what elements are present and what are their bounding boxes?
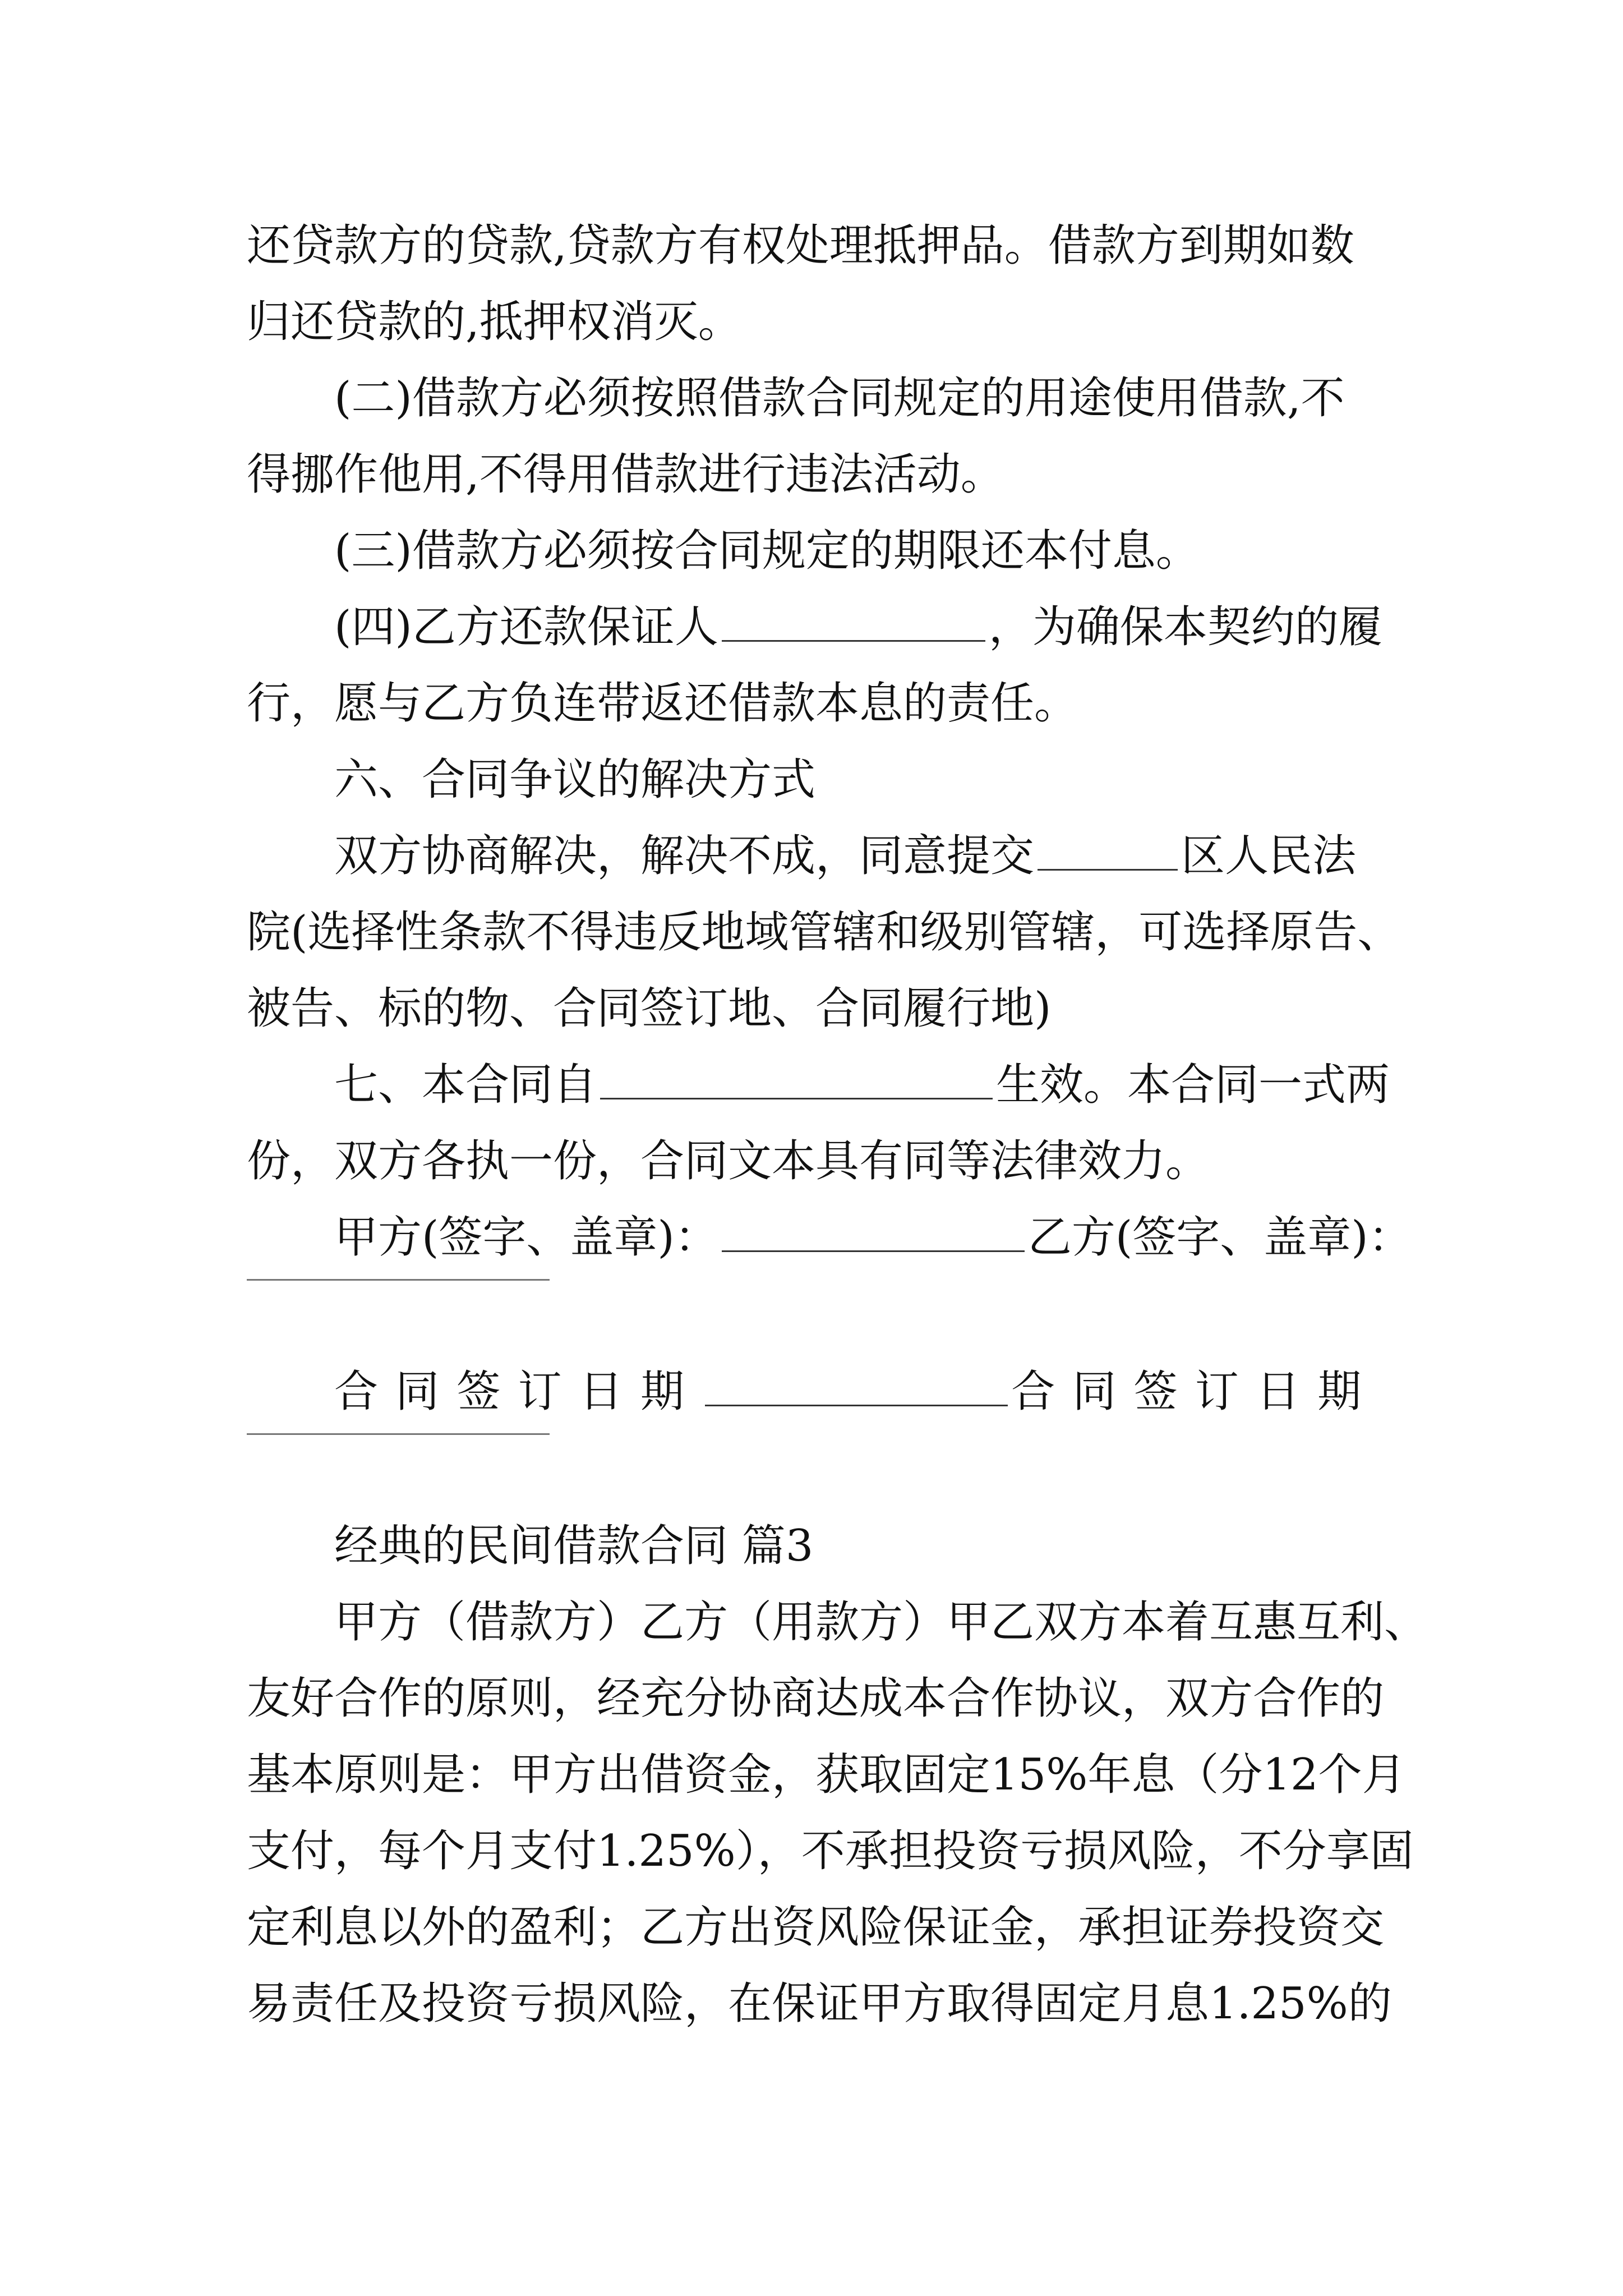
party-b-date-label: 合同签订日期 bbox=[1011, 1366, 1379, 1417]
section-title: 经典的民间借款合同 篇3 bbox=[334, 1521, 814, 1571]
paragraph-line: 定利息以外的盈利；乙方出资风险保证金，承担证券投资交 bbox=[247, 1902, 1385, 1953]
party-a-signature-blank bbox=[722, 1211, 1025, 1252]
party-a-date-label: 合同签订日期 bbox=[334, 1366, 702, 1417]
text-segment: 双方协商解决，解决不成，同意提交 bbox=[334, 831, 1035, 881]
paragraph-line: 支付，每个月支付1.25%），不承担投资亏损风险，不分享固 bbox=[247, 1826, 1414, 1876]
guarantor-blank bbox=[722, 601, 985, 642]
paragraph-line: 甲方（借款方）乙方（用款方）甲乙双方本着互惠互利、 bbox=[334, 1597, 1428, 1648]
paragraph-line: 得挪作他用,不得用借款进行违法活动。 bbox=[247, 449, 1004, 500]
section-heading: 六、合同争议的解决方式 bbox=[334, 754, 816, 805]
text-segment: (四)乙方还款保证人 bbox=[334, 602, 718, 652]
paragraph-line: (三)借款方必须按合同规定的期限还本付息。 bbox=[334, 526, 1200, 576]
paragraph-line: 归还贷款的,抵押权消灭。 bbox=[247, 297, 742, 347]
party-a-signature-label: 甲方(签字、盖章)： bbox=[334, 1212, 718, 1263]
paragraph-line bbox=[247, 589, 1424, 665]
text-segment: ，为确保本契约的履 bbox=[988, 602, 1382, 652]
paragraph-line: 还贷款方的贷款,贷款方有权处理抵押品。借款方到期如数 bbox=[247, 220, 1354, 271]
paragraph-line: 友好合作的原则，经充分协商达成本合作协议，双方合作的 bbox=[247, 1673, 1385, 1724]
text-segment: 七、本合同自 bbox=[334, 1060, 597, 1110]
document-body bbox=[247, 208, 1428, 2042]
party-b-date-blank bbox=[247, 1433, 550, 1435]
signing-date-line bbox=[247, 1354, 1424, 1430]
paragraph-line bbox=[247, 1047, 1424, 1123]
paragraph-line: 行，愿与乙方负连带返还借款本息的责任。 bbox=[247, 678, 1078, 729]
paragraph-line: (二)借款方必须按照借款合同规定的用途使用借款,不 bbox=[334, 373, 1345, 424]
paragraph-line: 院(选择性条款不得违反地域管辖和级别管辖，可选择原告、 bbox=[247, 907, 1401, 958]
text-segment: 区人民法 bbox=[1181, 831, 1357, 881]
court-blank bbox=[1038, 830, 1178, 871]
paragraph-line: 被告、标的物、合同签订地、合同履行地) bbox=[247, 983, 1052, 1034]
paragraph-line: 基本原则是：甲方出借资金，获取固定15%年息（分12个月 bbox=[247, 1750, 1406, 1800]
text-segment: 生效。本合同一式两 bbox=[996, 1060, 1390, 1110]
paragraph-line: 易责任及投资亏损风险，在保证甲方取得固定月息1.25%的 bbox=[247, 1978, 1392, 2029]
effective-date-blank bbox=[600, 1059, 993, 1099]
party-b-signature-label: 乙方(签字、盖章)： bbox=[1027, 1212, 1412, 1263]
signature-line bbox=[247, 1199, 1424, 1276]
party-a-date-blank bbox=[705, 1365, 1008, 1406]
party-b-signature-blank bbox=[247, 1279, 550, 1281]
paragraph-line bbox=[247, 818, 1424, 894]
paragraph-line: 份，双方各执一份，合同文本具有同等法律效力。 bbox=[247, 1136, 1210, 1186]
